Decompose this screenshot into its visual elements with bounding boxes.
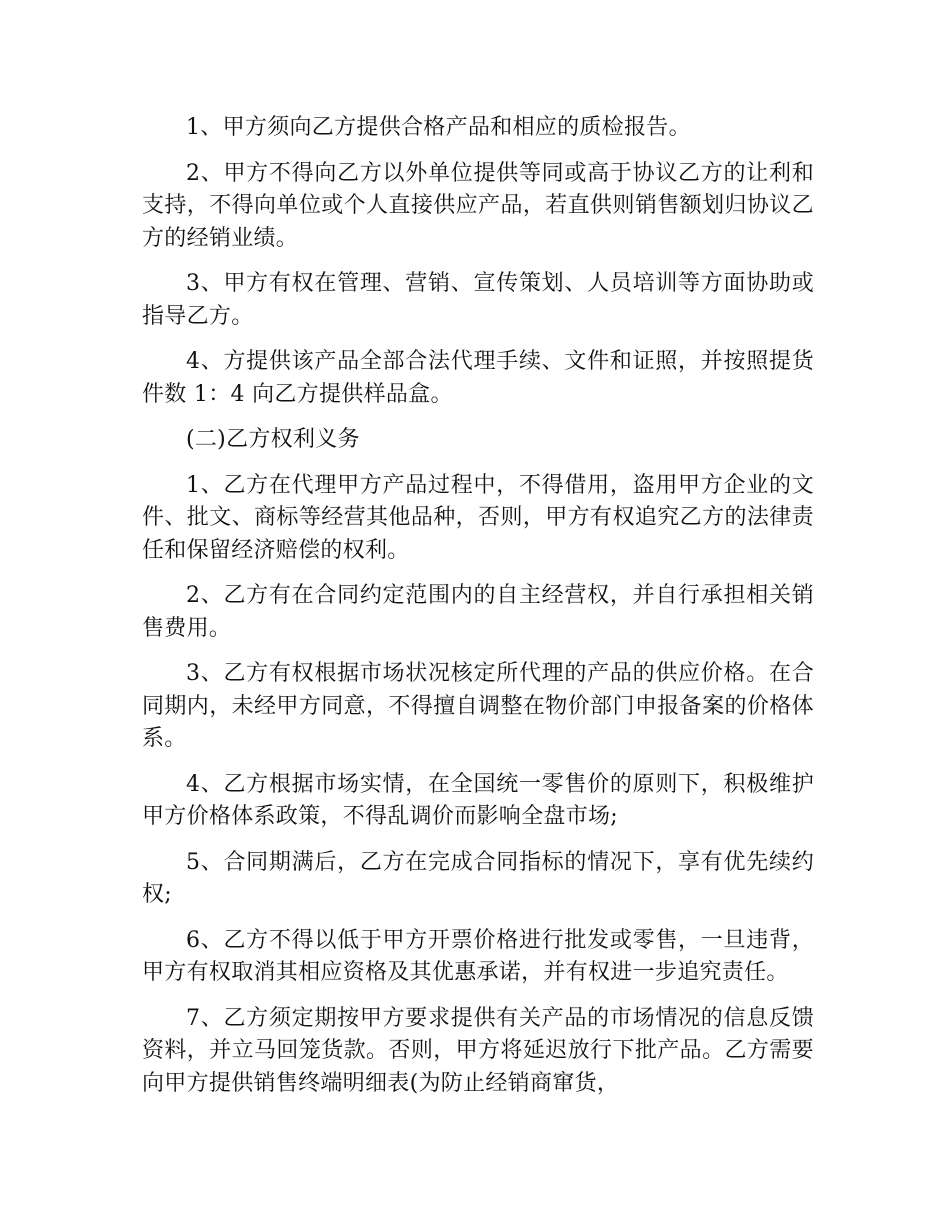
paragraph-a4: 4、方提供该产品全部合法代理手续、文件和证照，并按照提货件数 1：4 向乙方提供样品盒。 — [142, 349, 814, 407]
paragraph-b7: 7、乙方须定期按甲方要求提供有关产品的市场情况的信息反馈资料，并立马回笼货款。否则，甲方将延迟放行下批产品。乙方需要向甲方提供销售终端明细表(为防止经销商窜货， — [142, 1005, 814, 1096]
paragraph-a2: 2、甲方不得向乙方以外单位提供等同或高于协议乙方的让利和支持，不得向单位或个人直接供应产品，若直供则销售额划归协议乙方的经销业绩。 — [142, 160, 814, 251]
document-body — [142, 112, 814, 1113]
paragraph-b6: 6、乙方不得以低于甲方开票价格进行批发或零售，一旦违背，甲方有权取消其相应资格及其优惠承诺，并有权进一步追究责任。 — [142, 927, 814, 985]
paragraph-a1: 1、甲方须向乙方提供合格产品和相应的质检报告。 — [186, 115, 691, 140]
paragraph-a3: 3、甲方有权在管理、营销、宣传策划、人员培训等方面协助或指导乙方。 — [142, 271, 814, 329]
paragraph-b1: 1、乙方在代理甲方产品过程中，不得借用，盗用甲方企业的文件、批文、商标等经营其他品种，否则，甲方有权追究乙方的法律责任和保留经济赔偿的权利。 — [142, 472, 814, 563]
paragraph-b4: 4、乙方根据市场实情，在全国统一零售价的原则下，积极维护甲方价格体系政策，不得乱调价而影响全盘市场; — [142, 771, 814, 829]
section-heading-party-b: (二)乙方权利义务 — [186, 427, 360, 452]
paragraph-b2: 2、乙方有在合同约定范围内的自主经营权，并自行承担相关销售费用。 — [142, 583, 814, 641]
paragraph-b3: 3、乙方有权根据市场状况核定所代理的产品的供应价格。在合同期内，未经甲方同意，不得擅自调整在物价部门申报备案的价格体系。 — [142, 661, 814, 751]
paragraph-b5: 5、合同期满后，乙方在完成合同指标的情况下，享有优先续约权; — [142, 849, 814, 907]
